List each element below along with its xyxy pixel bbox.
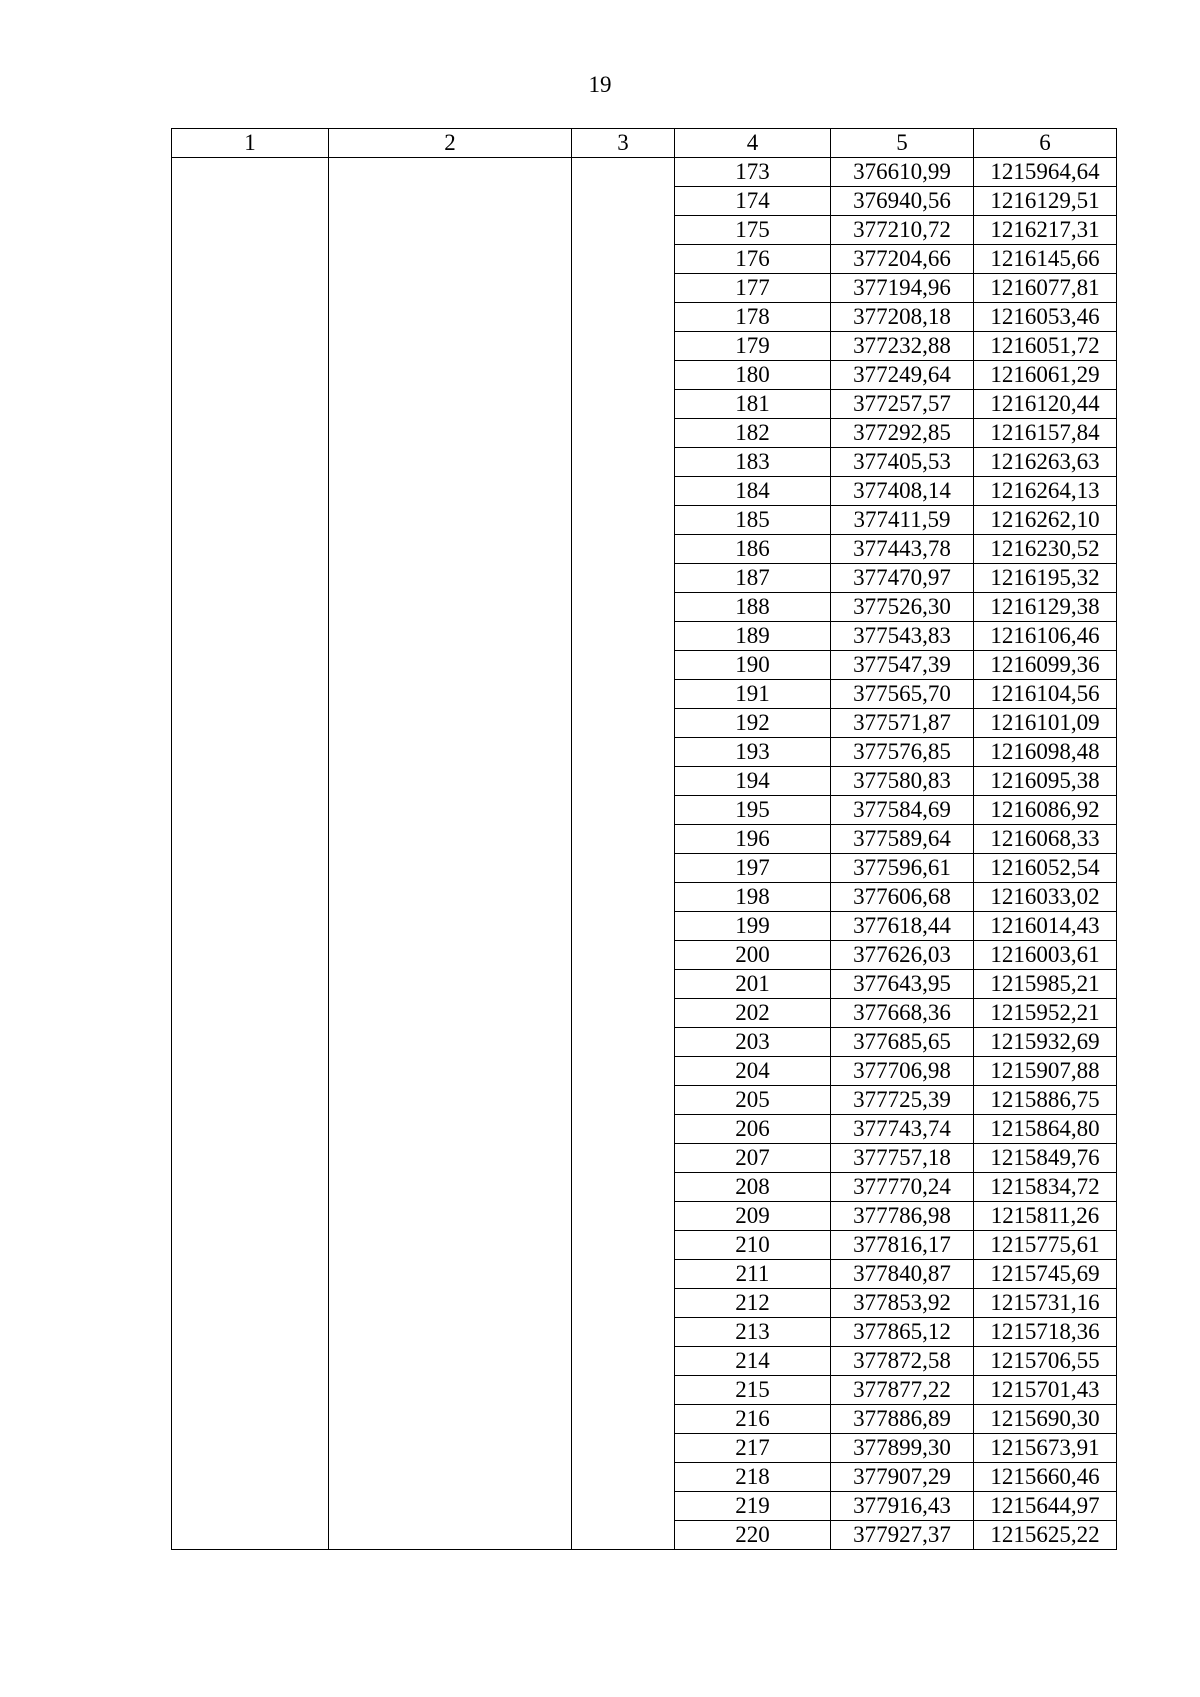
x-coordinate-cell: 377886,89 [831, 1405, 974, 1434]
y-coordinate-cell: 1215952,21 [974, 999, 1117, 1028]
point-number-cell: 206 [675, 1115, 831, 1144]
x-coordinate-cell: 377543,83 [831, 622, 974, 651]
coordinates-table [171, 128, 1117, 1550]
y-coordinate-cell: 1216106,46 [974, 622, 1117, 651]
x-coordinate-cell: 377571,87 [831, 709, 974, 738]
y-coordinate-cell: 1216003,61 [974, 941, 1117, 970]
y-coordinate-cell: 1216068,33 [974, 825, 1117, 854]
y-coordinate-cell: 1216014,43 [974, 912, 1117, 941]
header-cell: 1 [172, 129, 329, 158]
x-coordinate-cell: 376940,56 [831, 187, 974, 216]
x-coordinate-cell: 377565,70 [831, 680, 974, 709]
point-number-cell: 176 [675, 245, 831, 274]
x-coordinate-cell: 377576,85 [831, 738, 974, 767]
x-coordinate-cell: 377257,57 [831, 390, 974, 419]
point-number-cell: 203 [675, 1028, 831, 1057]
point-number-cell: 190 [675, 651, 831, 680]
point-number-cell: 201 [675, 970, 831, 999]
y-coordinate-cell: 1216195,32 [974, 564, 1117, 593]
x-coordinate-cell: 377916,43 [831, 1492, 974, 1521]
point-number-cell: 212 [675, 1289, 831, 1318]
y-coordinate-cell: 1216086,92 [974, 796, 1117, 825]
point-number-cell: 179 [675, 332, 831, 361]
y-coordinate-cell: 1216099,36 [974, 651, 1117, 680]
point-number-cell: 214 [675, 1347, 831, 1376]
x-coordinate-cell: 377470,97 [831, 564, 974, 593]
x-coordinate-cell: 377618,44 [831, 912, 974, 941]
y-coordinate-cell: 1216230,52 [974, 535, 1117, 564]
point-number-cell: 182 [675, 419, 831, 448]
y-coordinate-cell: 1215864,80 [974, 1115, 1117, 1144]
point-number-cell: 215 [675, 1376, 831, 1405]
y-coordinate-cell: 1215964,64 [974, 158, 1117, 187]
x-coordinate-cell: 377194,96 [831, 274, 974, 303]
point-number-cell: 189 [675, 622, 831, 651]
point-number-cell: 183 [675, 448, 831, 477]
y-coordinate-cell: 1216033,02 [974, 883, 1117, 912]
point-number-cell: 217 [675, 1434, 831, 1463]
y-coordinate-cell: 1215690,30 [974, 1405, 1117, 1434]
y-coordinate-cell: 1215673,91 [974, 1434, 1117, 1463]
point-number-cell: 208 [675, 1173, 831, 1202]
y-coordinate-cell: 1215701,43 [974, 1376, 1117, 1405]
x-coordinate-cell: 377786,98 [831, 1202, 974, 1231]
point-number-cell: 175 [675, 216, 831, 245]
y-coordinate-cell: 1216077,81 [974, 274, 1117, 303]
x-coordinate-cell: 377899,30 [831, 1434, 974, 1463]
y-coordinate-cell: 1216098,48 [974, 738, 1117, 767]
y-coordinate-cell: 1216129,38 [974, 593, 1117, 622]
x-coordinate-cell: 377411,59 [831, 506, 974, 535]
x-coordinate-cell: 377643,95 [831, 970, 974, 999]
y-coordinate-cell: 1215985,21 [974, 970, 1117, 999]
y-coordinate-cell: 1216145,66 [974, 245, 1117, 274]
header-cell: 6 [974, 129, 1117, 158]
y-coordinate-cell: 1215886,75 [974, 1086, 1117, 1115]
x-coordinate-cell: 377589,64 [831, 825, 974, 854]
point-number-cell: 210 [675, 1231, 831, 1260]
point-number-cell: 186 [675, 535, 831, 564]
x-coordinate-cell: 377872,58 [831, 1347, 974, 1376]
y-coordinate-cell: 1216101,09 [974, 709, 1117, 738]
x-coordinate-cell: 377204,66 [831, 245, 974, 274]
point-number-cell: 193 [675, 738, 831, 767]
y-coordinate-cell: 1216051,72 [974, 332, 1117, 361]
x-coordinate-cell: 377668,36 [831, 999, 974, 1028]
x-coordinate-cell: 377840,87 [831, 1260, 974, 1289]
point-number-cell: 202 [675, 999, 831, 1028]
page-number: 19 [588, 72, 612, 97]
x-coordinate-cell: 377408,14 [831, 477, 974, 506]
x-coordinate-cell: 377725,39 [831, 1086, 974, 1115]
x-coordinate-cell: 377706,98 [831, 1057, 974, 1086]
x-coordinate-cell: 377877,22 [831, 1376, 974, 1405]
point-number-cell: 213 [675, 1318, 831, 1347]
point-number-cell: 188 [675, 593, 831, 622]
point-number-cell: 209 [675, 1202, 831, 1231]
x-coordinate-cell: 376610,99 [831, 158, 974, 187]
y-coordinate-cell: 1216264,13 [974, 477, 1117, 506]
point-number-cell: 211 [675, 1260, 831, 1289]
y-coordinate-cell: 1216104,56 [974, 680, 1117, 709]
y-coordinate-cell: 1216262,10 [974, 506, 1117, 535]
x-coordinate-cell: 377685,65 [831, 1028, 974, 1057]
blank-merged-cell [572, 158, 675, 1550]
point-number-cell: 197 [675, 854, 831, 883]
y-coordinate-cell: 1216052,54 [974, 854, 1117, 883]
header-cell: 5 [831, 129, 974, 158]
header-cell: 2 [329, 129, 572, 158]
x-coordinate-cell: 377816,17 [831, 1231, 974, 1260]
y-coordinate-cell: 1215706,55 [974, 1347, 1117, 1376]
y-coordinate-cell: 1216217,31 [974, 216, 1117, 245]
x-coordinate-cell: 377443,78 [831, 535, 974, 564]
header-cell: 4 [675, 129, 831, 158]
point-number-cell: 195 [675, 796, 831, 825]
table-row [172, 158, 1117, 187]
x-coordinate-cell: 377596,61 [831, 854, 974, 883]
point-number-cell: 184 [675, 477, 831, 506]
y-coordinate-cell: 1216061,29 [974, 361, 1117, 390]
blank-merged-cell [329, 158, 572, 1550]
y-coordinate-cell: 1215834,72 [974, 1173, 1117, 1202]
y-coordinate-cell: 1216129,51 [974, 187, 1117, 216]
blank-merged-cell [172, 158, 329, 1550]
point-number-cell: 194 [675, 767, 831, 796]
table-header-row [172, 129, 1117, 158]
y-coordinate-cell: 1215775,61 [974, 1231, 1117, 1260]
table-body [172, 158, 1117, 1550]
x-coordinate-cell: 377208,18 [831, 303, 974, 332]
x-coordinate-cell: 377526,30 [831, 593, 974, 622]
x-coordinate-cell: 377907,29 [831, 1463, 974, 1492]
y-coordinate-cell: 1216157,84 [974, 419, 1117, 448]
point-number-cell: 180 [675, 361, 831, 390]
x-coordinate-cell: 377547,39 [831, 651, 974, 680]
x-coordinate-cell: 377232,88 [831, 332, 974, 361]
point-number-cell: 187 [675, 564, 831, 593]
point-number-cell: 207 [675, 1144, 831, 1173]
point-number-cell: 220 [675, 1521, 831, 1550]
x-coordinate-cell: 377757,18 [831, 1144, 974, 1173]
x-coordinate-cell: 377249,64 [831, 361, 974, 390]
x-coordinate-cell: 377292,85 [831, 419, 974, 448]
point-number-cell: 218 [675, 1463, 831, 1492]
x-coordinate-cell: 377405,53 [831, 448, 974, 477]
point-number-cell: 191 [675, 680, 831, 709]
point-number-cell: 216 [675, 1405, 831, 1434]
header-cell: 3 [572, 129, 675, 158]
point-number-cell: 177 [675, 274, 831, 303]
y-coordinate-cell: 1215718,36 [974, 1318, 1117, 1347]
y-coordinate-cell: 1215907,88 [974, 1057, 1117, 1086]
x-coordinate-cell: 377743,74 [831, 1115, 974, 1144]
x-coordinate-cell: 377853,92 [831, 1289, 974, 1318]
x-coordinate-cell: 377584,69 [831, 796, 974, 825]
y-coordinate-cell: 1216120,44 [974, 390, 1117, 419]
x-coordinate-cell: 377865,12 [831, 1318, 974, 1347]
point-number-cell: 196 [675, 825, 831, 854]
point-number-cell: 181 [675, 390, 831, 419]
x-coordinate-cell: 377606,68 [831, 883, 974, 912]
y-coordinate-cell: 1215660,46 [974, 1463, 1117, 1492]
point-number-cell: 205 [675, 1086, 831, 1115]
y-coordinate-cell: 1215644,97 [974, 1492, 1117, 1521]
point-number-cell: 185 [675, 506, 831, 535]
y-coordinate-cell: 1216053,46 [974, 303, 1117, 332]
y-coordinate-cell: 1216263,63 [974, 448, 1117, 477]
y-coordinate-cell: 1215849,76 [974, 1144, 1117, 1173]
point-number-cell: 198 [675, 883, 831, 912]
point-number-cell: 178 [675, 303, 831, 332]
x-coordinate-cell: 377210,72 [831, 216, 974, 245]
y-coordinate-cell: 1215731,16 [974, 1289, 1117, 1318]
point-number-cell: 219 [675, 1492, 831, 1521]
y-coordinate-cell: 1215745,69 [974, 1260, 1117, 1289]
point-number-cell: 192 [675, 709, 831, 738]
y-coordinate-cell: 1215811,26 [974, 1202, 1117, 1231]
y-coordinate-cell: 1215625,22 [974, 1521, 1117, 1550]
x-coordinate-cell: 377580,83 [831, 767, 974, 796]
x-coordinate-cell: 377770,24 [831, 1173, 974, 1202]
point-number-cell: 173 [675, 158, 831, 187]
x-coordinate-cell: 377927,37 [831, 1521, 974, 1550]
y-coordinate-cell: 1216095,38 [974, 767, 1117, 796]
point-number-cell: 199 [675, 912, 831, 941]
point-number-cell: 204 [675, 1057, 831, 1086]
x-coordinate-cell: 377626,03 [831, 941, 974, 970]
point-number-cell: 200 [675, 941, 831, 970]
point-number-cell: 174 [675, 187, 831, 216]
y-coordinate-cell: 1215932,69 [974, 1028, 1117, 1057]
